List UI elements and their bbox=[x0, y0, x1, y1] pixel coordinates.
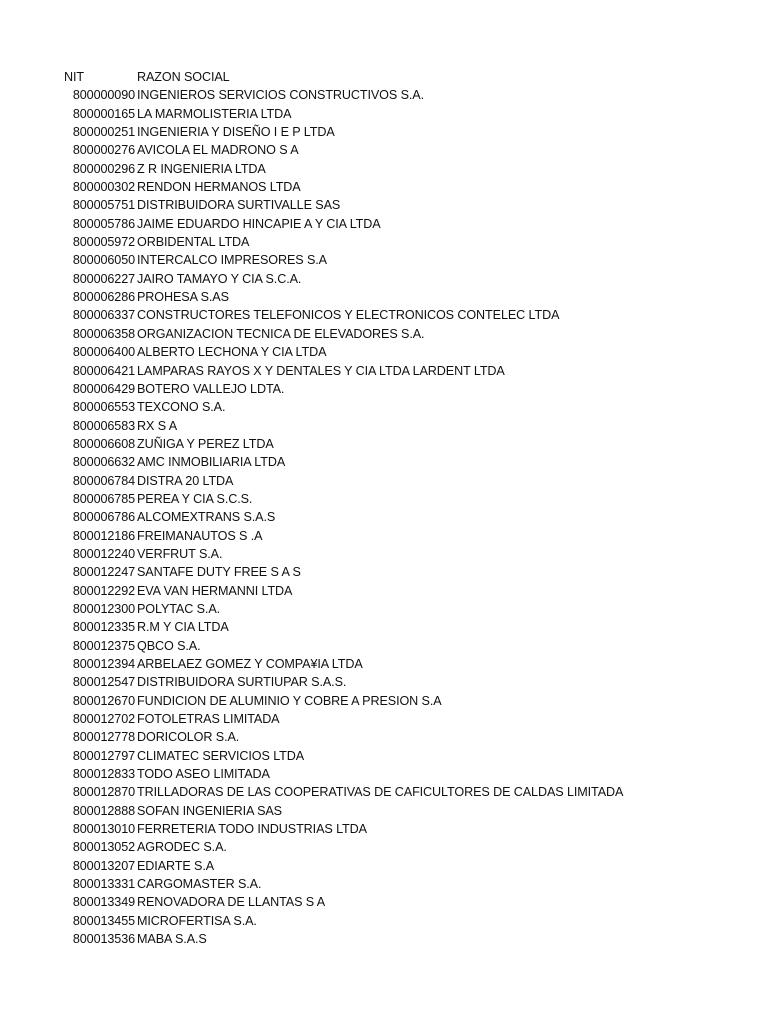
razon-social-cell: TRILLADORAS DE LAS COOPERATIVAS DE CAFICULTORES DE CALDAS LIMITADA bbox=[137, 785, 624, 800]
nit-cell: 800012247 bbox=[72, 565, 135, 580]
razon-social-cell: RENOVADORA DE LLANTAS S A bbox=[137, 895, 326, 910]
table-row bbox=[0, 637, 768, 655]
razon-social-cell: INTERCALCO IMPRESORES S.A bbox=[137, 253, 327, 268]
table-row bbox=[0, 692, 768, 710]
table-row bbox=[0, 215, 768, 233]
razon-social-cell: FOTOLETRAS LIMITADA bbox=[137, 712, 280, 727]
table-row bbox=[0, 875, 768, 893]
table-row bbox=[0, 747, 768, 765]
table-row bbox=[0, 655, 768, 673]
nit-cell: 800006786 bbox=[72, 510, 135, 525]
nit-cell: 800000276 bbox=[72, 143, 135, 158]
table-row bbox=[0, 160, 768, 178]
table-row bbox=[0, 765, 768, 783]
nit-cell: 800006337 bbox=[72, 308, 135, 323]
razon-social-cell: AGRODEC S.A. bbox=[137, 840, 227, 855]
razon-social-cell: CLIMATEC SERVICIOS LTDA bbox=[137, 748, 305, 763]
nit-cell: 800012547 bbox=[72, 675, 135, 690]
razon-social-cell: EDIARTE S.A bbox=[137, 858, 215, 873]
nit-cell: 800006286 bbox=[72, 290, 135, 305]
razon-social-cell: INGENIERIA Y DISEÑO I E P LTDA bbox=[137, 125, 335, 140]
nit-cell: 800006050 bbox=[72, 253, 135, 268]
table-row bbox=[0, 527, 768, 545]
razon-social-cell: LA MARMOLISTERIA LTDA bbox=[137, 106, 292, 121]
nit-cell: 800000296 bbox=[72, 161, 135, 176]
table-row bbox=[0, 783, 768, 801]
razon-social-cell: PEREA Y CIA S.C.S. bbox=[137, 491, 253, 506]
table-row bbox=[0, 86, 768, 104]
table-row bbox=[0, 857, 768, 875]
nit-cell: 800012375 bbox=[72, 638, 135, 653]
header-razon-social: RAZON SOCIAL bbox=[137, 70, 230, 84]
table-row bbox=[0, 582, 768, 600]
razon-social-cell: MABA S.A.S bbox=[137, 932, 207, 947]
table-row bbox=[0, 105, 768, 123]
nit-cell: 800012335 bbox=[72, 620, 135, 635]
table-row bbox=[0, 600, 768, 618]
table-row bbox=[0, 673, 768, 691]
razon-social-cell: R.M Y CIA LTDA bbox=[137, 620, 229, 635]
razon-social-cell: DORICOLOR S.A. bbox=[137, 730, 240, 745]
company-table bbox=[0, 68, 768, 949]
razon-social-cell: CARGOMASTER S.A. bbox=[137, 877, 262, 892]
table-row bbox=[0, 417, 768, 435]
razon-social-cell: FERRETERIA TODO INDUSTRIAS LTDA bbox=[137, 822, 367, 837]
table-row bbox=[0, 618, 768, 636]
razon-social-cell: DISTRIBUIDORA SURTIUPAR S.A.S. bbox=[137, 675, 347, 690]
table-row bbox=[0, 820, 768, 838]
razon-social-cell: ALBERTO LECHONA Y CIA LTDA bbox=[137, 345, 327, 360]
nit-cell: 800012778 bbox=[72, 730, 135, 745]
nit-cell: 800006421 bbox=[72, 363, 135, 378]
nit-cell: 800013349 bbox=[72, 895, 135, 910]
nit-cell: 800012833 bbox=[72, 767, 135, 782]
table-row bbox=[0, 343, 768, 361]
nit-cell: 800006400 bbox=[72, 345, 135, 360]
razon-social-cell: MICROFERTISA S.A. bbox=[137, 913, 257, 928]
header-nit: NIT bbox=[64, 70, 84, 84]
table-body bbox=[0, 86, 768, 948]
nit-cell: 800006553 bbox=[72, 400, 135, 415]
nit-cell: 800005972 bbox=[72, 235, 135, 250]
table-row bbox=[0, 710, 768, 728]
nit-cell: 800012300 bbox=[72, 601, 135, 616]
nit-cell: 800012670 bbox=[72, 693, 135, 708]
razon-social-cell: EVA VAN HERMANNI LTDA bbox=[137, 583, 293, 598]
nit-cell: 800013331 bbox=[72, 877, 135, 892]
nit-cell: 800006785 bbox=[72, 491, 135, 506]
razon-social-cell: LAMPARAS RAYOS X Y DENTALES Y CIA LTDA LARDENT LTDA bbox=[137, 363, 505, 378]
razon-social-cell: TODO ASEO LIMITADA bbox=[137, 767, 270, 782]
razon-social-cell: AVICOLA EL MADRONO S A bbox=[137, 143, 299, 158]
nit-cell: 800013010 bbox=[72, 822, 135, 837]
razon-social-cell: JAIME EDUARDO HINCAPIE A Y CIA LTDA bbox=[137, 216, 381, 231]
razon-social-cell: AMC INMOBILIARIA LTDA bbox=[137, 455, 286, 470]
nit-cell: 800006227 bbox=[72, 271, 135, 286]
nit-cell: 800000302 bbox=[72, 180, 135, 195]
razon-social-cell: PROHESA S.AS bbox=[137, 290, 229, 305]
nit-cell: 800012240 bbox=[72, 546, 135, 561]
nit-cell: 800012797 bbox=[72, 748, 135, 763]
razon-social-cell: TEXCONO S.A. bbox=[137, 400, 226, 415]
razon-social-cell: Z R INGENIERIA LTDA bbox=[137, 161, 266, 176]
razon-social-cell: POLYTAC S.A. bbox=[137, 601, 221, 616]
nit-cell: 800012394 bbox=[72, 657, 135, 671]
table-row bbox=[0, 288, 768, 306]
razon-social-cell: FREIMANAUTOS S .A bbox=[137, 528, 263, 543]
nit-cell: 800013455 bbox=[72, 913, 135, 928]
table-row bbox=[0, 233, 768, 251]
razon-social-cell: QBCO S.A. bbox=[137, 638, 201, 653]
nit-cell: 800000251 bbox=[72, 125, 135, 140]
table-row bbox=[0, 325, 768, 343]
table-row bbox=[0, 893, 768, 911]
table-row bbox=[0, 380, 768, 398]
table-row bbox=[0, 508, 768, 526]
nit-cell: 800013536 bbox=[72, 932, 135, 947]
table-row bbox=[0, 802, 768, 820]
table-row bbox=[0, 306, 768, 324]
nit-cell: 800012186 bbox=[72, 528, 135, 543]
nit-cell: 800006583 bbox=[72, 418, 135, 433]
nit-cell: 800006784 bbox=[72, 473, 135, 488]
table-row bbox=[0, 472, 768, 490]
nit-cell: 800006632 bbox=[72, 455, 135, 470]
razon-social-cell: ALCOMEXTRANS S.A.S bbox=[137, 510, 276, 525]
nit-cell: 800000090 bbox=[72, 88, 135, 103]
nit-cell: 800012870 bbox=[72, 785, 135, 800]
nit-cell: 800006358 bbox=[72, 326, 135, 341]
razon-social-cell: CONSTRUCTORES TELEFONICOS Y ELECTRONICOS CONTELEC LTDA bbox=[137, 308, 560, 323]
razon-social-cell: ARBELAEZ GOMEZ Y COMPA¥IA LTDA bbox=[137, 657, 363, 671]
razon-social-cell: ORBIDENTAL LTDA bbox=[137, 235, 250, 250]
table-row bbox=[0, 398, 768, 416]
razon-social-cell: FUNDICION DE ALUMINIO Y COBRE A PRESION S.A bbox=[137, 693, 442, 708]
nit-cell: 800012702 bbox=[72, 712, 135, 727]
table-row bbox=[0, 270, 768, 288]
razon-social-cell: DISTRIBUIDORA SURTIVALLE SAS bbox=[137, 198, 341, 213]
table-row bbox=[0, 930, 768, 948]
table-row bbox=[0, 196, 768, 214]
table-row bbox=[0, 490, 768, 508]
razon-social-cell: JAIRO TAMAYO Y CIA S.C.A. bbox=[137, 271, 302, 286]
razon-social-cell: ORGANIZACION TECNICA DE ELEVADORES S.A. bbox=[137, 326, 425, 341]
table-row bbox=[0, 141, 768, 159]
table-row bbox=[0, 912, 768, 930]
razon-social-cell: VERFRUT S.A. bbox=[137, 546, 223, 561]
razon-social-cell: INGENIEROS SERVICIOS CONSTRUCTIVOS S.A. bbox=[137, 88, 424, 103]
table-row bbox=[0, 178, 768, 196]
table-row bbox=[0, 838, 768, 856]
table-row bbox=[0, 251, 768, 269]
nit-cell: 800012292 bbox=[72, 583, 135, 598]
razon-social-cell: RENDON HERMANOS LTDA bbox=[137, 180, 301, 195]
nit-cell: 800006608 bbox=[72, 436, 135, 451]
razon-social-cell: SOFAN INGENIERIA SAS bbox=[137, 803, 282, 818]
table-row bbox=[0, 728, 768, 746]
nit-cell: 800006429 bbox=[72, 381, 135, 396]
nit-cell: 800012888 bbox=[72, 803, 135, 818]
razon-social-cell: ZUÑIGA Y PEREZ LTDA bbox=[137, 436, 274, 451]
nit-cell: 800005751 bbox=[72, 198, 135, 213]
table-row bbox=[0, 123, 768, 141]
table-row bbox=[0, 563, 768, 581]
razon-social-cell: RX S A bbox=[137, 418, 177, 433]
table-row bbox=[0, 435, 768, 453]
nit-cell: 800013052 bbox=[72, 840, 135, 855]
table-header-row bbox=[0, 68, 768, 86]
nit-cell: 800013207 bbox=[72, 858, 135, 873]
razon-social-cell: BOTERO VALLEJO LDTA. bbox=[137, 381, 285, 396]
razon-social-cell: SANTAFE DUTY FREE S A S bbox=[137, 565, 301, 580]
table-row bbox=[0, 453, 768, 471]
table-row bbox=[0, 545, 768, 563]
table-row bbox=[0, 362, 768, 380]
razon-social-cell: DISTRA 20 LTDA bbox=[137, 473, 234, 488]
nit-cell: 800000165 bbox=[72, 106, 135, 121]
nit-cell: 800005786 bbox=[72, 216, 135, 231]
